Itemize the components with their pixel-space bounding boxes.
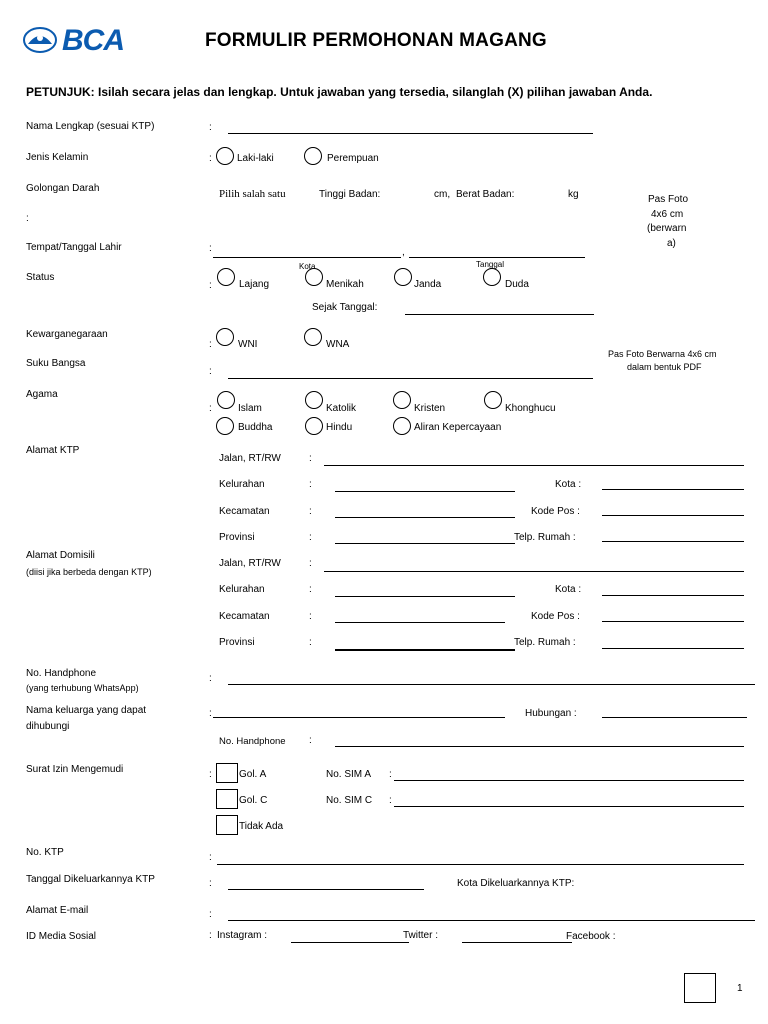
radio-janda[interactable] [394, 268, 412, 286]
colon: : [209, 243, 212, 254]
radio-wni[interactable] [216, 328, 234, 346]
input-kecamatan-domisili[interactable] [335, 622, 505, 623]
caption-tanggal: Tanggal [476, 260, 505, 269]
colon: : [309, 735, 312, 746]
input-keluarga[interactable] [213, 717, 505, 718]
colon: : [309, 584, 312, 595]
input-kelurahan-ktp[interactable] [335, 491, 515, 492]
radio-khonghucu[interactable] [484, 391, 502, 409]
option-sim-c: Gol. C [239, 795, 268, 806]
label-kewarganegaraan: Kewarganegaraan [26, 329, 108, 340]
label-kecamatan: Kecamatan [219, 611, 270, 622]
radio-aliran[interactable] [393, 417, 411, 435]
colon: : [309, 637, 312, 648]
checkbox-sim-none[interactable] [216, 815, 238, 835]
photo-line-1: Pas Foto [648, 194, 689, 205]
label-alamat-ktp: Alamat KTP [26, 445, 80, 456]
input-kodepos-domisili[interactable] [602, 621, 744, 622]
label-jalan: Jalan, RT/RW [219, 453, 281, 464]
label-cm: cm, [434, 189, 451, 200]
dropdown-golongan[interactable]: Pilih salah satu [219, 188, 286, 200]
label-hubungan: Hubungan : [525, 708, 577, 719]
colon: : [209, 708, 212, 719]
colon: : [389, 795, 392, 806]
input-sim-a[interactable] [394, 780, 744, 781]
checkbox-sim-c[interactable] [216, 789, 238, 809]
colon: : [389, 769, 392, 780]
label-agama: Agama [26, 389, 58, 400]
label-jalan: Jalan, RT/RW [219, 558, 281, 569]
label-facebook: Facebook : [566, 931, 616, 942]
colon: : [209, 930, 212, 941]
input-hubungan[interactable] [602, 717, 747, 718]
footer-box [684, 973, 716, 1003]
radio-kristen[interactable] [393, 391, 411, 409]
input-twitter[interactable] [462, 942, 572, 943]
option-menikah: Menikah [326, 279, 364, 290]
label-golongan-darah: Golongan Darah [26, 183, 100, 194]
colon: : [309, 532, 312, 543]
radio-katolik[interactable] [305, 391, 323, 409]
option-janda: Janda [414, 279, 442, 290]
label-no-sim-c: No. SIM C [326, 795, 373, 806]
label-kota: Kota : [555, 479, 582, 490]
logo-text: BCA [62, 24, 124, 57]
input-kota-lahir[interactable] [213, 257, 401, 258]
input-kota-domisili[interactable] [602, 595, 744, 596]
input-nama[interactable] [228, 133, 593, 134]
option-katolik: Katolik [326, 403, 357, 414]
label-kota-ktp: Kota Dikeluarkannya KTP: [457, 878, 575, 889]
colon: : [309, 479, 312, 490]
label-provinsi: Provinsi [219, 637, 255, 648]
option-laki-laki: Laki-laki [237, 153, 274, 164]
colon: : [209, 153, 212, 164]
label-email: Alamat E-mail [26, 905, 89, 916]
input-kodepos-ktp[interactable] [602, 515, 744, 516]
checkbox-sim-a[interactable] [216, 763, 238, 783]
label-tgl-ktp: Tanggal Dikeluarkannya KTP [26, 874, 155, 885]
input-kelurahan-domisili[interactable] [335, 596, 515, 597]
colon: : [209, 769, 212, 780]
radio-hindu[interactable] [305, 417, 323, 435]
label-kelurahan: Kelurahan [219, 479, 265, 490]
option-lajang: Lajang [239, 279, 270, 290]
option-islam: Islam [238, 403, 262, 414]
label-kelurahan: Kelurahan [219, 584, 265, 595]
input-instagram[interactable] [291, 942, 409, 943]
option-sim-a: Gol. A [239, 769, 267, 780]
label-no-sim-a: No. SIM A [326, 769, 372, 780]
label-hp-keluarga: No. Handphone [219, 736, 286, 747]
radio-laki-laki[interactable] [216, 147, 234, 165]
label-twitter: Twitter : [403, 930, 439, 941]
input-tgl-ktp[interactable] [228, 889, 424, 890]
input-jalan-domisili[interactable] [324, 571, 744, 572]
label-telp: Telp. Rumah : [514, 532, 576, 543]
colon: : [209, 280, 212, 291]
instructions: PETUNJUK: Isilah secara jelas dan lengkap. Untuk jawaban yang tersedia, silanglah (X) pilihan jawaban Anda. [26, 85, 653, 99]
label-kodepos: Kode Pos : [531, 506, 580, 517]
input-telp-domisili[interactable] [602, 648, 744, 649]
radio-wna[interactable] [304, 328, 322, 346]
colon: : [309, 506, 312, 517]
radio-duda[interactable] [483, 268, 501, 286]
option-perempuan: Perempuan [327, 153, 379, 164]
option-buddha: Buddha [238, 422, 273, 433]
label-telp: Telp. Rumah : [514, 637, 576, 648]
hp-note: (yang terhubung WhatsApp) [26, 683, 139, 693]
photo-line-2: 4x6 cm [651, 209, 684, 220]
label-jenis-kelamin: Jenis Kelamin [26, 152, 89, 163]
label-kg: kg [568, 189, 579, 200]
input-hp[interactable] [228, 684, 755, 685]
input-kecamatan-ktp[interactable] [335, 517, 515, 518]
radio-buddha[interactable] [216, 417, 234, 435]
input-telp-ktp[interactable] [602, 541, 744, 542]
label-kecamatan: Kecamatan [219, 506, 270, 517]
colon: : [209, 122, 212, 133]
label-kodepos: Kode Pos : [531, 611, 580, 622]
colon: : [309, 611, 312, 622]
option-wna: WNA [326, 339, 350, 350]
comma: , [402, 247, 405, 258]
label-medsos: ID Media Sosial [26, 931, 97, 942]
input-sejak[interactable] [405, 314, 594, 315]
input-jalan-ktp[interactable] [324, 465, 744, 466]
label-alamat-domisili: Alamat Domisili [26, 550, 95, 561]
label-ktp: No. KTP [26, 847, 64, 858]
photo-line-4: a) [667, 238, 676, 249]
bca-logo-icon [22, 26, 62, 56]
colon: : [309, 558, 312, 569]
photo-note-2: dalam bentuk PDF [627, 362, 702, 372]
label-instagram: Instagram : [217, 930, 268, 941]
photo-note-1: Pas Foto Berwarna 4x6 cm [608, 349, 717, 359]
label-berat: Berat Badan: [456, 189, 515, 200]
colon: : [209, 909, 212, 920]
colon: : [209, 878, 212, 889]
option-wni: WNI [238, 339, 258, 350]
option-hindu: Hindu [326, 422, 353, 433]
colon: : [26, 213, 29, 224]
input-suku[interactable] [228, 378, 593, 379]
bca-logo [22, 26, 62, 61]
label-nama: Nama Lengkap (sesuai KTP) [26, 121, 155, 132]
colon: : [209, 852, 212, 863]
photo-line-3: (berwarn [647, 223, 687, 234]
colon: : [209, 673, 212, 684]
input-provinsi-ktp[interactable] [335, 543, 515, 544]
caption-kota: Kota [299, 262, 316, 271]
colon: : [309, 453, 312, 464]
option-duda: Duda [505, 279, 529, 290]
page-title: FORMULIR PERMOHONAN MAGANG [205, 30, 547, 51]
page-number: 1 [737, 983, 743, 994]
label-keluarga: Nama keluarga yang dapat [26, 705, 147, 716]
radio-islam[interactable] [217, 391, 235, 409]
option-kristen: Kristen [414, 403, 446, 414]
input-kota-ktp[interactable] [602, 489, 744, 490]
label-ttl: Tempat/Tanggal Lahir [26, 242, 122, 253]
input-email[interactable] [228, 920, 755, 921]
label-sim: Surat Izin Mengemudi [26, 764, 124, 775]
radio-menikah[interactable] [305, 268, 323, 286]
option-khonghucu: Khonghucu [505, 403, 556, 414]
label-hp: No. Handphone [26, 668, 97, 679]
colon: : [209, 366, 212, 377]
label-kota: Kota : [555, 584, 582, 595]
label-sejak: Sejak Tanggal: [312, 302, 378, 313]
label-provinsi: Provinsi [219, 532, 255, 543]
input-sim-c[interactable] [394, 806, 744, 807]
radio-lajang[interactable] [217, 268, 235, 286]
option-aliran: Aliran Kepercayaan [414, 422, 502, 433]
label-keluarga-2: dihubungi [26, 721, 70, 732]
input-provinsi-domisili[interactable] [335, 649, 515, 651]
option-sim-none: Tidak Ada [239, 821, 284, 832]
colon: : [209, 403, 212, 414]
colon: : [209, 339, 212, 350]
label-suku: Suku Bangsa [26, 358, 86, 369]
label-status: Status [26, 272, 55, 283]
label-tinggi: Tinggi Badan: [319, 189, 381, 200]
input-tanggal-lahir[interactable] [409, 257, 585, 258]
input-hp-keluarga[interactable] [335, 746, 744, 747]
domisili-note: (diisi jika berbeda dengan KTP) [26, 567, 152, 577]
radio-perempuan[interactable] [304, 147, 322, 165]
input-ktp[interactable] [217, 864, 744, 865]
